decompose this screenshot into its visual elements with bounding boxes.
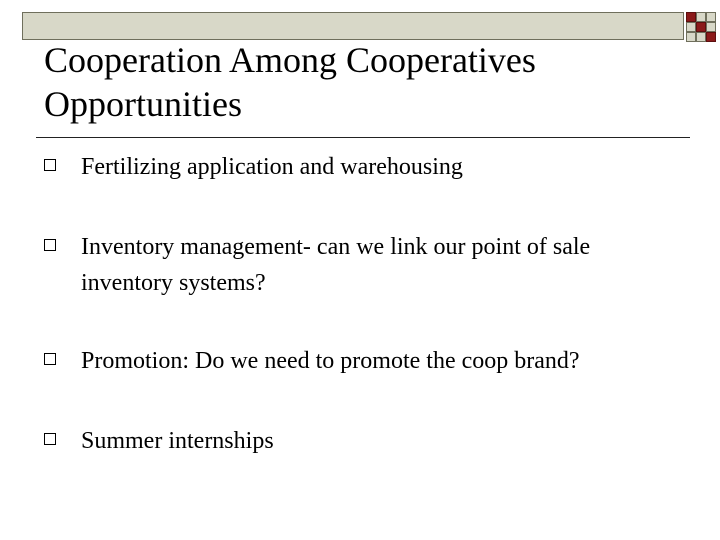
bullet-text: Promotion: Do we need to promote the coop brand?	[81, 348, 580, 374]
slide-title-line-2: Opportunities	[44, 84, 242, 124]
slide-title-line-1: Cooperation Among Cooperatives	[44, 40, 536, 80]
hollow-square-bullet-icon	[44, 433, 56, 445]
bullet-text: Inventory management- can we link our point of sale inventory systems?	[81, 234, 591, 296]
hollow-square-bullet-icon	[44, 159, 56, 171]
bullet-text: Fertilizing application and warehousing	[81, 154, 463, 180]
hollow-square-bullet-icon	[44, 353, 56, 365]
bullet-text: Summer internships	[81, 428, 274, 454]
hollow-square-bullet-icon	[44, 239, 56, 251]
